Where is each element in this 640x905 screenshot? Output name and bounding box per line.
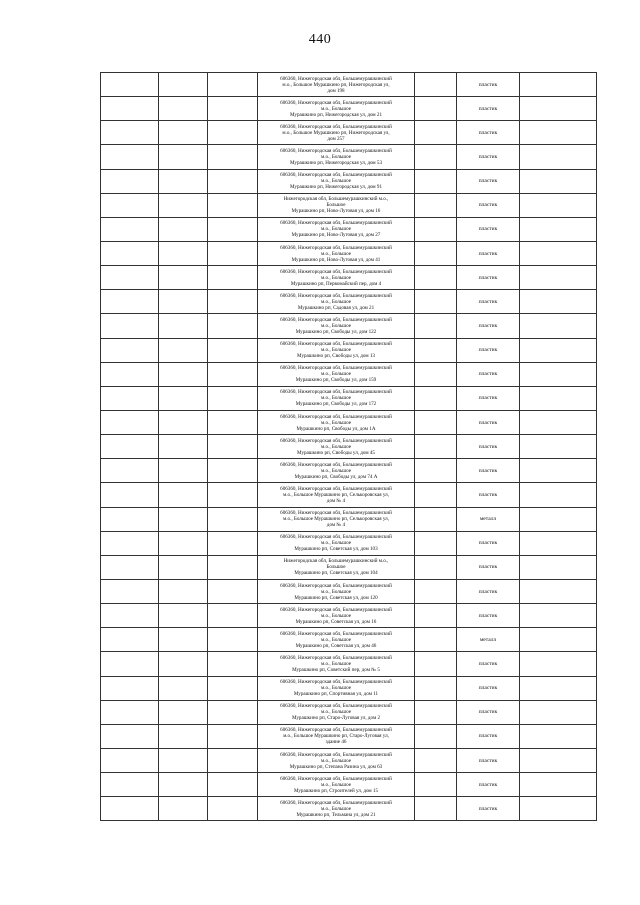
col-7-cell xyxy=(520,145,597,169)
col-5-cell xyxy=(415,797,457,821)
material-cell: пластик xyxy=(457,338,520,362)
table-row xyxy=(101,724,597,748)
col-2-cell xyxy=(159,338,208,362)
col-3-cell xyxy=(208,73,258,97)
material-cell: пластик xyxy=(457,314,520,338)
col-7-cell xyxy=(520,579,597,603)
col-3-cell xyxy=(208,410,258,434)
table-row xyxy=(101,700,597,724)
table-row xyxy=(101,435,597,459)
col-3-cell xyxy=(208,217,258,241)
col-5-cell xyxy=(415,290,457,314)
col-5-cell xyxy=(415,386,457,410)
col-2-cell xyxy=(159,362,208,386)
material-cell: пластик xyxy=(457,169,520,193)
col-5-cell xyxy=(415,724,457,748)
col-2-cell xyxy=(159,724,208,748)
table-row xyxy=(101,97,597,121)
registry-table xyxy=(100,72,597,821)
col-5-cell xyxy=(415,169,457,193)
col-7-cell xyxy=(520,483,597,507)
col-5-cell xyxy=(415,604,457,628)
col-1-cell xyxy=(101,579,159,603)
col-5-cell xyxy=(415,676,457,700)
address-cell: 606360, Нижегородская обл, Большемурашкинский м.о., Большое Мурашкино рп, Советская ул, дом 16 xyxy=(258,604,415,628)
col-1-cell xyxy=(101,193,159,217)
col-7-cell xyxy=(520,676,597,700)
col-2-cell xyxy=(159,410,208,434)
col-5-cell xyxy=(415,410,457,434)
address-cell: 606360, Нижегородская обл, Большемурашкинский м.о., Большое Мурашкино рп, Степана Разина ул, дом 63 xyxy=(258,748,415,772)
table-row xyxy=(101,193,597,217)
address-cell: 606360, Нижегородская обл, Большемурашкинский м.о., Большое Мурашкино рп, Старо-Луговая ул, здание 46 xyxy=(258,724,415,748)
col-5-cell xyxy=(415,97,457,121)
col-2-cell xyxy=(159,97,208,121)
col-2-cell xyxy=(159,266,208,290)
material-cell: пластик xyxy=(457,700,520,724)
table-row xyxy=(101,628,597,652)
col-5-cell xyxy=(415,121,457,145)
material-cell: пластик xyxy=(457,266,520,290)
col-3-cell xyxy=(208,145,258,169)
col-3-cell xyxy=(208,459,258,483)
col-3-cell xyxy=(208,483,258,507)
col-3-cell xyxy=(208,386,258,410)
col-1-cell xyxy=(101,241,159,265)
col-5-cell xyxy=(415,362,457,386)
col-1-cell xyxy=(101,121,159,145)
material-cell: пластик xyxy=(457,410,520,434)
table-row xyxy=(101,797,597,821)
col-3-cell xyxy=(208,362,258,386)
table-row xyxy=(101,217,597,241)
col-1-cell xyxy=(101,217,159,241)
table-row xyxy=(101,410,597,434)
col-7-cell xyxy=(520,459,597,483)
table-row xyxy=(101,652,597,676)
col-3-cell xyxy=(208,555,258,579)
material-cell: пластик xyxy=(457,73,520,97)
col-3-cell xyxy=(208,531,258,555)
col-3-cell xyxy=(208,266,258,290)
material-cell: пластик xyxy=(457,604,520,628)
address-cell: 606360, Нижегородская обл, Большемурашкинский м.о., Большое Мурашкино рп, Ново-Луговая ул, дом 27 xyxy=(258,217,415,241)
col-3-cell xyxy=(208,169,258,193)
col-5-cell xyxy=(415,459,457,483)
material-cell: пластик xyxy=(457,362,520,386)
col-1-cell xyxy=(101,97,159,121)
table-row xyxy=(101,579,597,603)
material-cell: пластик xyxy=(457,773,520,797)
col-3-cell xyxy=(208,241,258,265)
table-row xyxy=(101,73,597,97)
material-cell: пластик xyxy=(457,290,520,314)
col-7-cell xyxy=(520,169,597,193)
material-cell: пластик xyxy=(457,531,520,555)
col-7-cell xyxy=(520,338,597,362)
address-cell: 606360, Нижегородская обл, Большемурашкинский м.о., Большое Мурашкино рп, Ново-Луговая ул, дом 41 xyxy=(258,241,415,265)
col-2-cell xyxy=(159,604,208,628)
address-cell: 606360, Нижегородская обл, Большемурашкинский м.о., Большое Мурашкино рп, Спортивная ул, дом 11 xyxy=(258,676,415,700)
col-7-cell xyxy=(520,121,597,145)
table-row xyxy=(101,604,597,628)
col-5-cell xyxy=(415,579,457,603)
col-5-cell xyxy=(415,748,457,772)
col-5-cell xyxy=(415,555,457,579)
col-2-cell xyxy=(159,290,208,314)
col-7-cell xyxy=(520,555,597,579)
address-cell: 606360, Нижегородская обл, Большемурашкинский м.о., Большое Мурашкино рп, Селькоровская ул, дом № 4 xyxy=(258,483,415,507)
col-7-cell xyxy=(520,700,597,724)
col-1-cell xyxy=(101,555,159,579)
table-row xyxy=(101,507,597,531)
col-3-cell xyxy=(208,676,258,700)
col-7-cell xyxy=(520,362,597,386)
col-1-cell xyxy=(101,410,159,434)
col-1-cell xyxy=(101,435,159,459)
address-cell: 606360, Нижегородская обл, Большемурашкинский м.о., Большое Мурашкино рп, Свободы ул, дом 172 xyxy=(258,386,415,410)
address-cell: 606360, Нижегородская обл, Большемурашкинский м.о., Большое Мурашкино рп, Свободы ул, дом 1А xyxy=(258,410,415,434)
address-cell: 606360, Нижегородская обл, Большемурашкинский м.о., Большое Мурашкино рп, Советская ул, дом 46 xyxy=(258,628,415,652)
material-cell: пластик xyxy=(457,241,520,265)
address-cell: 606360, Нижегородская обл, Большемурашкинский м.о., Большое Мурашкино рп, Свободы ул, дом 74 А xyxy=(258,459,415,483)
address-cell: Нижегородская обл, Большемурашкинский м.о., Большое Мурашкино рп, Советская ул, дом 104 xyxy=(258,555,415,579)
col-7-cell xyxy=(520,797,597,821)
address-cell: 606360, Нижегородская обл, Большемурашкинский м.о., Большое Мурашкино рп, Тельмана ул, дом 21 xyxy=(258,797,415,821)
table-row xyxy=(101,483,597,507)
col-7-cell xyxy=(520,652,597,676)
col-2-cell xyxy=(159,314,208,338)
table-row xyxy=(101,773,597,797)
col-7-cell xyxy=(520,386,597,410)
address-cell: 606360, Нижегородская обл, Большемурашкинский м.о., Большое Мурашкино рп, Нижегородская ул, дом 257 xyxy=(258,121,415,145)
material-cell: пластик xyxy=(457,797,520,821)
material-cell: пластик xyxy=(457,652,520,676)
col-7-cell xyxy=(520,290,597,314)
table-row xyxy=(101,459,597,483)
col-2-cell xyxy=(159,241,208,265)
col-5-cell xyxy=(415,145,457,169)
col-3-cell xyxy=(208,652,258,676)
col-7-cell xyxy=(520,628,597,652)
material-cell: пластик xyxy=(457,145,520,169)
col-1-cell xyxy=(101,73,159,97)
material-cell: пластик xyxy=(457,579,520,603)
address-cell: 606360, Нижегородская обл, Большемурашкинский м.о., Большое Мурашкино рп, Нижегородская ул, дом 21 xyxy=(258,97,415,121)
col-1-cell xyxy=(101,386,159,410)
material-cell: пластик xyxy=(457,483,520,507)
material-cell: пластик xyxy=(457,193,520,217)
address-cell: 606360, Нижегородская обл, Большемурашкинский м.о., Большое Мурашкино рп, Первомайский пер, дом 4 xyxy=(258,266,415,290)
col-7-cell xyxy=(520,531,597,555)
col-2-cell xyxy=(159,169,208,193)
col-7-cell xyxy=(520,604,597,628)
col-5-cell xyxy=(415,652,457,676)
col-1-cell xyxy=(101,169,159,193)
col-7-cell xyxy=(520,314,597,338)
address-cell: 606360, Нижегородская обл, Большемурашкинский м.о., Большое Мурашкино рп, Селькоровская ул, дом № 4 xyxy=(258,507,415,531)
col-5-cell xyxy=(415,507,457,531)
col-5-cell xyxy=(415,700,457,724)
col-5-cell xyxy=(415,217,457,241)
col-3-cell xyxy=(208,579,258,603)
col-7-cell xyxy=(520,217,597,241)
col-5-cell xyxy=(415,193,457,217)
col-1-cell xyxy=(101,338,159,362)
col-7-cell xyxy=(520,73,597,97)
address-cell: 606360, Нижегородская обл, Большемурашкинский м.о., Большое Мурашкино рп, Советская ул, дом 120 xyxy=(258,579,415,603)
col-5-cell xyxy=(415,773,457,797)
address-cell: 606360, Нижегородская обл, Большемурашкинский м.о., Большое Мурашкино рп, Старо-Луговая ул, дом 2 xyxy=(258,700,415,724)
address-cell: Нижегородская обл, Большемурашкинский м.о., Большое Мурашкино рп, Ново-Луговая ул, дом 16 xyxy=(258,193,415,217)
material-cell: металл xyxy=(457,628,520,652)
address-cell: 606360, Нижегородская обл, Большемурашкинский м.о., Большое Мурашкино рп, Свободы ул, дом 13 xyxy=(258,338,415,362)
table-row xyxy=(101,145,597,169)
col-2-cell xyxy=(159,435,208,459)
col-2-cell xyxy=(159,386,208,410)
table-row xyxy=(101,169,597,193)
table-row xyxy=(101,748,597,772)
material-cell: пластик xyxy=(457,97,520,121)
address-cell: 606360, Нижегородская обл, Большемурашкинский м.о., Большое Мурашкино рп, Свободы ул, дом 159 xyxy=(258,362,415,386)
col-2-cell xyxy=(159,555,208,579)
col-1-cell xyxy=(101,773,159,797)
col-2-cell xyxy=(159,628,208,652)
col-7-cell xyxy=(520,241,597,265)
col-2-cell xyxy=(159,145,208,169)
col-3-cell xyxy=(208,604,258,628)
col-1-cell xyxy=(101,797,159,821)
col-2-cell xyxy=(159,700,208,724)
address-cell: 606360, Нижегородская обл, Большемурашкинский м.о., Большое Мурашкино рп, Свободы ул, дом 45 xyxy=(258,435,415,459)
col-7-cell xyxy=(520,507,597,531)
address-cell: 606360, Нижегородская обл, Большемурашкинский м.о., Большое Мурашкино рп, Нижегородская ул, дом 91 xyxy=(258,169,415,193)
material-cell: металл xyxy=(457,507,520,531)
table-row xyxy=(101,241,597,265)
col-2-cell xyxy=(159,531,208,555)
material-cell: пластик xyxy=(457,121,520,145)
address-cell: 606360, Нижегородская обл, Большемурашкинский м.о., Большое Мурашкино рп, Советская ул, дом 103 xyxy=(258,531,415,555)
col-3-cell xyxy=(208,435,258,459)
col-2-cell xyxy=(159,773,208,797)
col-1-cell xyxy=(101,652,159,676)
col-1-cell xyxy=(101,531,159,555)
col-1-cell xyxy=(101,483,159,507)
col-2-cell xyxy=(159,217,208,241)
col-1-cell xyxy=(101,700,159,724)
address-cell: 606360, Нижегородская обл, Большемурашкинский м.о., Большое Мурашкино рп, Советский пер, дом № 5 xyxy=(258,652,415,676)
table-row xyxy=(101,362,597,386)
col-3-cell xyxy=(208,290,258,314)
table-row xyxy=(101,290,597,314)
col-5-cell xyxy=(415,435,457,459)
table-row xyxy=(101,266,597,290)
address-cell: 606360, Нижегородская обл, Большемурашкинский м.о., Большое Мурашкино рп, Нижегородская ул, дом 53 xyxy=(258,145,415,169)
col-2-cell xyxy=(159,652,208,676)
col-1-cell xyxy=(101,676,159,700)
col-2-cell xyxy=(159,193,208,217)
col-7-cell xyxy=(520,97,597,121)
col-2-cell xyxy=(159,676,208,700)
col-3-cell xyxy=(208,97,258,121)
material-cell: пластик xyxy=(457,386,520,410)
col-1-cell xyxy=(101,507,159,531)
material-cell: пластик xyxy=(457,748,520,772)
table-row xyxy=(101,338,597,362)
table-row xyxy=(101,531,597,555)
col-7-cell xyxy=(520,193,597,217)
address-cell: 606360, Нижегородская обл, Большемурашкинский м.о., Большое Мурашкино рп, Строителей ул, дом 15 xyxy=(258,773,415,797)
col-3-cell xyxy=(208,121,258,145)
col-3-cell xyxy=(208,314,258,338)
col-3-cell xyxy=(208,724,258,748)
col-5-cell xyxy=(415,314,457,338)
address-cell: 606360, Нижегородская обл, Большемурашкинский м.о., Большое Мурашкино рп, Свободы ул, дом 122 xyxy=(258,314,415,338)
col-3-cell xyxy=(208,700,258,724)
col-1-cell xyxy=(101,145,159,169)
col-2-cell xyxy=(159,121,208,145)
col-5-cell xyxy=(415,483,457,507)
address-cell: 606360, Нижегородская обл, Большемурашкинский м.о., Большое Мурашкино рп, Нижегородская ул, дом 198 xyxy=(258,73,415,97)
address-cell: 606360, Нижегородская обл, Большемурашкинский м.о., Большое Мурашкино рп, Садовая ул, дом 21 xyxy=(258,290,415,314)
table-row xyxy=(101,314,597,338)
table-row xyxy=(101,121,597,145)
col-2-cell xyxy=(159,579,208,603)
col-1-cell xyxy=(101,314,159,338)
col-3-cell xyxy=(208,193,258,217)
material-cell: пластик xyxy=(457,724,520,748)
col-1-cell xyxy=(101,748,159,772)
col-1-cell xyxy=(101,724,159,748)
col-5-cell xyxy=(415,531,457,555)
col-1-cell xyxy=(101,266,159,290)
table-row xyxy=(101,676,597,700)
col-2-cell xyxy=(159,459,208,483)
col-1-cell xyxy=(101,604,159,628)
page-number: 440 xyxy=(308,32,332,47)
col-3-cell xyxy=(208,507,258,531)
col-7-cell xyxy=(520,435,597,459)
col-2-cell xyxy=(159,73,208,97)
col-1-cell xyxy=(101,290,159,314)
col-7-cell xyxy=(520,410,597,434)
material-cell: пластик xyxy=(457,459,520,483)
col-2-cell xyxy=(159,748,208,772)
col-3-cell xyxy=(208,338,258,362)
col-3-cell xyxy=(208,748,258,772)
col-2-cell xyxy=(159,507,208,531)
col-7-cell xyxy=(520,724,597,748)
col-5-cell xyxy=(415,628,457,652)
col-5-cell xyxy=(415,266,457,290)
table-row xyxy=(101,555,597,579)
col-1-cell xyxy=(101,459,159,483)
col-2-cell xyxy=(159,797,208,821)
col-7-cell xyxy=(520,773,597,797)
col-3-cell xyxy=(208,628,258,652)
material-cell: пластик xyxy=(457,676,520,700)
col-7-cell xyxy=(520,266,597,290)
material-cell: пластик xyxy=(457,217,520,241)
col-3-cell xyxy=(208,797,258,821)
col-5-cell xyxy=(415,73,457,97)
material-cell: пластик xyxy=(457,555,520,579)
col-5-cell xyxy=(415,338,457,362)
col-5-cell xyxy=(415,241,457,265)
material-cell: пластик xyxy=(457,435,520,459)
col-1-cell xyxy=(101,628,159,652)
col-1-cell xyxy=(101,362,159,386)
col-2-cell xyxy=(159,483,208,507)
col-3-cell xyxy=(208,773,258,797)
col-7-cell xyxy=(520,748,597,772)
table-row xyxy=(101,386,597,410)
